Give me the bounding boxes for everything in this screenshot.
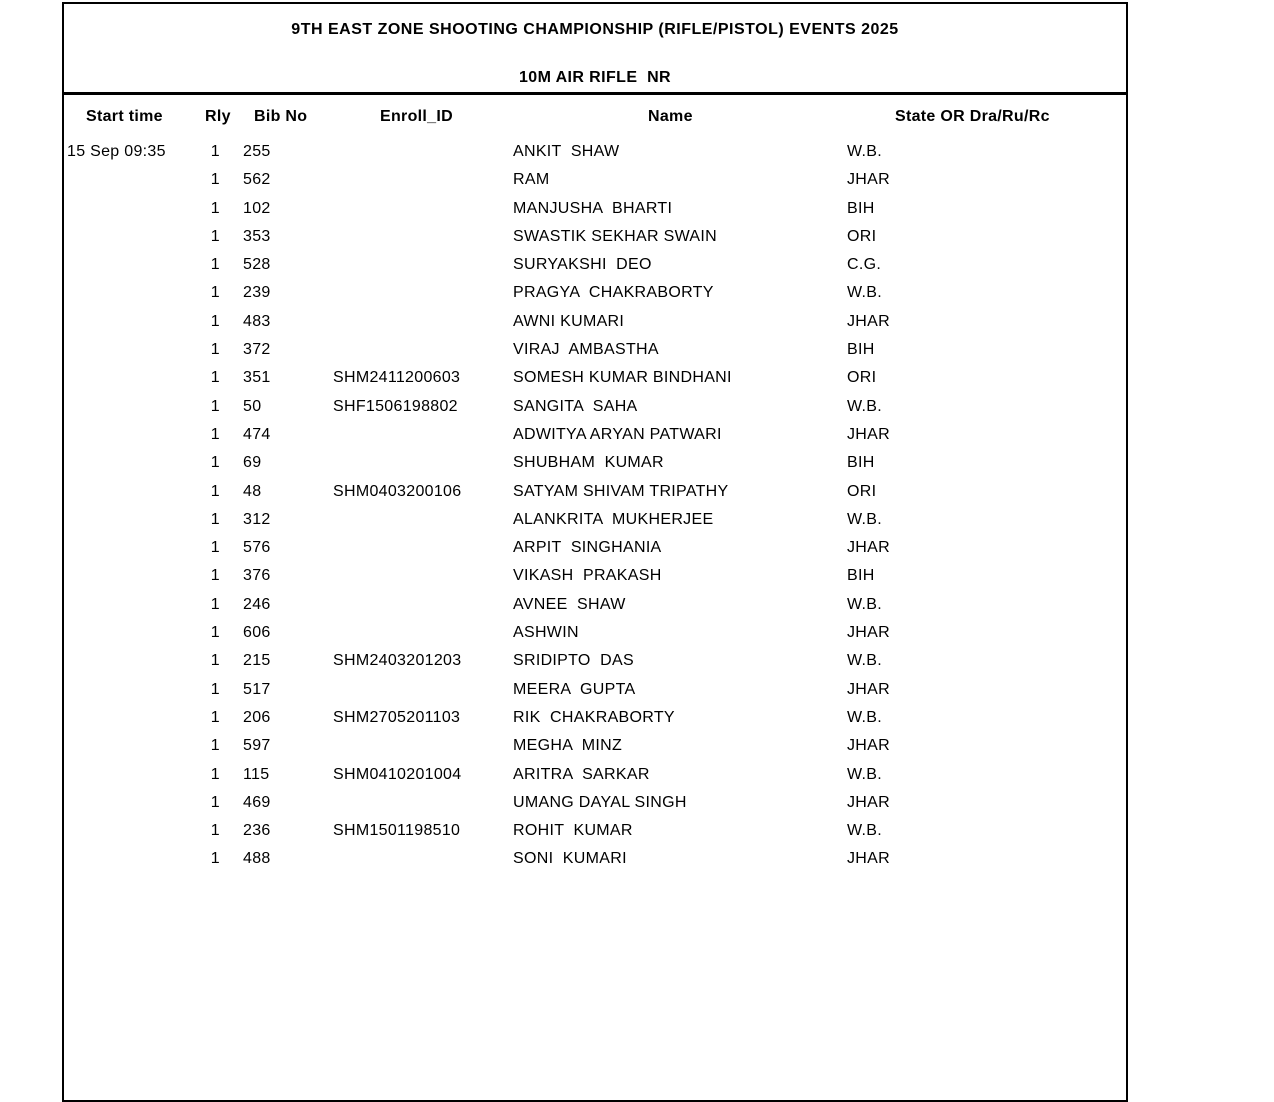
cell-start-time [64, 817, 204, 845]
table-row [64, 789, 1126, 817]
cell-name: SRIDIPTO DAS [513, 652, 634, 670]
cell-bib-no: 50 [243, 397, 262, 415]
cell-name: AVNEE SHAW [513, 595, 626, 613]
table-row [64, 223, 1126, 251]
cell-bib-no: 215 [243, 652, 271, 670]
cell-bib-no: 488 [243, 850, 271, 868]
cell-start-time [64, 308, 204, 336]
cell-bib-no: 312 [243, 510, 271, 528]
cell-start-time [64, 449, 204, 477]
cell-enroll-id [330, 421, 508, 449]
cell-rly: 1 [210, 510, 220, 528]
cell-start-time: 15 Sep 09:35 [67, 143, 166, 160]
column-header-bib-no: Bib No [254, 108, 308, 125]
table-row [64, 166, 1126, 194]
cell-name: SATYAM SHIVAM TRIPATHY [513, 482, 729, 500]
cell-rly: 1 [210, 143, 220, 160]
cell-rly: 1 [210, 227, 220, 245]
table-row [64, 619, 1126, 647]
cell-start-time [64, 845, 204, 873]
column-header-rly: Rly [205, 108, 231, 125]
cell-enroll-id [330, 534, 508, 562]
cell-rly: 1 [210, 850, 220, 868]
cell-enroll-id [330, 506, 508, 534]
cell-state: W.B. [847, 652, 882, 670]
cell-name: VIKASH PRAKASH [513, 567, 662, 585]
cell-name: ARPIT SINGHANIA [513, 539, 662, 557]
cell-rly: 1 [210, 624, 220, 642]
cell-name: ARITRA SARKAR [513, 765, 650, 783]
document-page [62, 2, 1128, 1102]
cell-name: ALANKRITA MUKHERJEE [513, 510, 714, 528]
table-header-row [64, 95, 1126, 138]
cell-name: PRAGYA CHAKRABORTY [513, 284, 714, 302]
cell-bib-no: 576 [243, 539, 271, 557]
cell-name: SOMESH KUMAR BINDHANI [513, 369, 732, 387]
cell-name: ANKIT SHAW [513, 143, 620, 160]
cell-start-time [64, 647, 204, 675]
page-title: 9TH EAST ZONE SHOOTING CHAMPIONSHIP (RIFLE/PISTOL) EVENTS 2025 [291, 21, 899, 38]
table-row [64, 279, 1126, 307]
cell-name: MANJUSHA BHARTI [513, 199, 673, 217]
cell-state: JHAR [847, 737, 890, 755]
cell-rly: 1 [210, 454, 220, 472]
cell-rly: 1 [210, 737, 220, 755]
table-row [64, 761, 1126, 789]
cell-name: RIK CHAKRABORTY [513, 708, 675, 726]
cell-start-time [64, 534, 204, 562]
table-row [64, 308, 1126, 336]
column-header-start-time: Start time [86, 108, 163, 125]
cell-state: JHAR [847, 680, 890, 698]
cell-rly: 1 [210, 425, 220, 443]
cell-rly: 1 [210, 284, 220, 302]
cell-rly: 1 [210, 341, 220, 359]
cell-rly: 1 [210, 595, 220, 613]
cell-name: SURYAKSHI DEO [513, 256, 652, 274]
cell-enroll-id [330, 591, 508, 619]
cell-bib-no: 206 [243, 708, 271, 726]
table-row [64, 534, 1126, 562]
cell-rly: 1 [210, 567, 220, 585]
cell-state: W.B. [847, 510, 882, 528]
cell-state: JHAR [847, 312, 890, 330]
cell-start-time [64, 421, 204, 449]
table-row [64, 195, 1126, 223]
cell-bib-no: 483 [243, 312, 271, 330]
cell-state: BIH [847, 567, 875, 585]
cell-enroll-id [330, 562, 508, 590]
cell-enroll-id [330, 166, 508, 194]
cell-state: W.B. [847, 595, 882, 613]
cell-name: RAM [513, 171, 550, 189]
cell-bib-no: 102 [243, 199, 271, 217]
cell-rly: 1 [210, 256, 220, 274]
cell-enroll-id: SHM2705201103 [333, 708, 461, 726]
cell-enroll-id: SHM1501198510 [333, 822, 461, 840]
cell-name: MEGHA MINZ [513, 737, 623, 755]
cell-enroll-id: SHM2411200603 [333, 369, 461, 387]
cell-state: JHAR [847, 171, 890, 189]
table-row [64, 506, 1126, 534]
cell-state: ORI [847, 227, 877, 245]
cell-start-time [64, 676, 204, 704]
cell-rly: 1 [210, 397, 220, 415]
cell-name: VIRAJ AMBASTHA [513, 341, 659, 359]
cell-state: JHAR [847, 425, 890, 443]
cell-state: JHAR [847, 793, 890, 811]
cell-bib-no: 528 [243, 256, 271, 274]
cell-start-time [64, 562, 204, 590]
cell-enroll-id [330, 195, 508, 223]
cell-state: ORI [847, 369, 877, 387]
cell-enroll-id [330, 732, 508, 760]
cell-start-time [64, 591, 204, 619]
cell-start-time [64, 506, 204, 534]
cell-rly: 1 [210, 199, 220, 217]
cell-bib-no: 372 [243, 341, 271, 359]
cell-enroll-id [330, 251, 508, 279]
table-body [64, 138, 1126, 874]
cell-state: W.B. [847, 822, 882, 840]
event-subtitle: 10M AIR RIFLE NR [519, 69, 671, 86]
cell-enroll-id [330, 336, 508, 364]
cell-state: BIH [847, 341, 875, 359]
table-row [64, 562, 1126, 590]
cell-name: SWASTIK SEKHAR SWAIN [513, 227, 717, 245]
cell-start-time [64, 619, 204, 647]
table-row [64, 364, 1126, 392]
table-row [64, 393, 1126, 421]
table-row [64, 676, 1126, 704]
cell-state: W.B. [847, 708, 882, 726]
cell-bib-no: 246 [243, 595, 271, 613]
cell-rly: 1 [210, 369, 220, 387]
cell-state: BIH [847, 454, 875, 472]
cell-name: SHUBHAM KUMAR [513, 454, 664, 472]
cell-bib-no: 115 [243, 765, 270, 783]
cell-start-time [64, 761, 204, 789]
table-row [64, 647, 1126, 675]
cell-start-time [64, 195, 204, 223]
cell-state: W.B. [847, 765, 882, 783]
table-row [64, 421, 1126, 449]
cell-enroll-id [330, 449, 508, 477]
cell-name: ASHWIN [513, 624, 579, 642]
cell-bib-no: 353 [243, 227, 271, 245]
cell-enroll-id [330, 279, 508, 307]
cell-name: AWNI KUMARI [513, 312, 625, 330]
cell-state: JHAR [847, 850, 890, 868]
table-row [64, 138, 1126, 166]
table-row [64, 845, 1126, 873]
cell-enroll-id: SHM0403200106 [333, 482, 462, 500]
cell-enroll-id: SHM2403201203 [333, 652, 462, 670]
cell-start-time [64, 336, 204, 364]
table-row [64, 817, 1126, 845]
cell-name: ROHIT KUMAR [513, 822, 633, 840]
cell-state: W.B. [847, 284, 882, 302]
cell-rly: 1 [210, 765, 220, 783]
cell-rly: 1 [210, 652, 220, 670]
cell-enroll-id [330, 223, 508, 251]
cell-start-time [64, 732, 204, 760]
cell-start-time [64, 251, 204, 279]
column-header-enroll-id: Enroll_ID [380, 108, 453, 125]
cell-bib-no: 517 [243, 680, 271, 698]
cell-bib-no: 606 [243, 624, 271, 642]
cell-bib-no: 376 [243, 567, 271, 585]
cell-name: SANGITA SAHA [513, 397, 638, 415]
table-row [64, 732, 1126, 760]
table-row [64, 251, 1126, 279]
cell-rly: 1 [210, 539, 220, 557]
cell-bib-no: 69 [243, 454, 262, 472]
cell-enroll-id [330, 308, 508, 336]
cell-start-time [64, 223, 204, 251]
cell-start-time [64, 704, 204, 732]
cell-name: MEERA GUPTA [513, 680, 636, 698]
cell-rly: 1 [210, 680, 220, 698]
table-row [64, 449, 1126, 477]
cell-start-time [64, 478, 204, 506]
cell-enroll-id: SHM0410201004 [333, 765, 462, 783]
cell-bib-no: 351 [243, 369, 271, 387]
cell-state: C.G. [847, 256, 882, 274]
table-row [64, 478, 1126, 506]
cell-name: ADWITYA ARYAN PATWARI [513, 425, 722, 443]
title-block [64, 4, 1126, 95]
cell-bib-no: 474 [243, 425, 271, 443]
cell-bib-no: 236 [243, 822, 271, 840]
cell-state: JHAR [847, 539, 890, 557]
cell-bib-no: 562 [243, 171, 271, 189]
table-row [64, 336, 1126, 364]
cell-start-time [64, 789, 204, 817]
cell-enroll-id [330, 789, 508, 817]
cell-state: W.B. [847, 397, 882, 415]
cell-rly: 1 [210, 822, 220, 840]
table-row [64, 704, 1126, 732]
cell-start-time [64, 166, 204, 194]
cell-enroll-id [330, 845, 508, 873]
cell-enroll-id [330, 619, 508, 647]
column-header-name: Name [648, 108, 693, 125]
cell-bib-no: 469 [243, 793, 271, 811]
cell-bib-no: 597 [243, 737, 271, 755]
cell-rly: 1 [210, 482, 220, 500]
cell-start-time [64, 279, 204, 307]
cell-start-time [64, 364, 204, 392]
cell-enroll-id: SHF1506198802 [333, 397, 458, 415]
column-header-state: State OR Dra/Ru/Rc [895, 108, 1050, 125]
cell-state: W.B. [847, 143, 882, 160]
cell-rly: 1 [210, 793, 220, 811]
cell-bib-no: 239 [243, 284, 271, 302]
cell-rly: 1 [210, 312, 220, 330]
cell-enroll-id [330, 676, 508, 704]
cell-name: SONI KUMARI [513, 850, 627, 868]
cell-start-time [64, 393, 204, 421]
cell-rly: 1 [210, 708, 220, 726]
cell-state: BIH [847, 199, 875, 217]
cell-name: UMANG DAYAL SINGH [513, 793, 687, 811]
cell-enroll-id [330, 138, 508, 166]
cell-bib-no: 255 [243, 143, 271, 160]
cell-rly: 1 [210, 171, 220, 189]
cell-state: ORI [847, 482, 877, 500]
cell-state: JHAR [847, 624, 890, 642]
table-row [64, 591, 1126, 619]
cell-bib-no: 48 [243, 482, 262, 500]
